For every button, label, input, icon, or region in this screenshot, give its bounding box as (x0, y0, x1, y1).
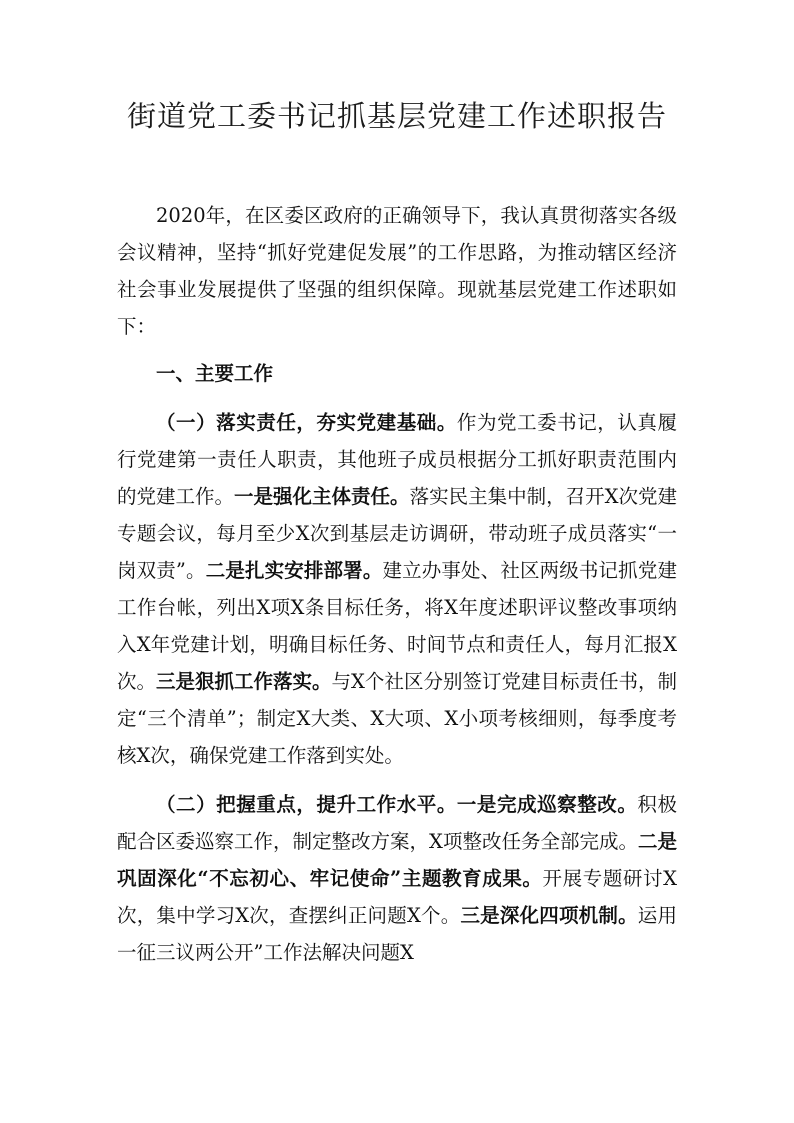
paragraph-lead-heading: （二）把握重点，提升工作水平。 (156, 793, 457, 816)
document-title: 街道党工委书记抓基层党建工作述职报告 (126, 99, 667, 133)
keypoint-heading: 三是深化四项机制。 (460, 904, 638, 927)
paragraph-text: 运用一征三议两公开”工作法解决问题X (117, 904, 677, 964)
paragraph-text: 作为党工委书记，认真履行党建第一责任人职责，其他班子成员根据分工抓好职责范围内的党建工作。 (117, 411, 677, 508)
paragraph-text: 积极配合区委巡察工作，制定整改方案，X项整改任务全部完成。 (117, 793, 677, 853)
paragraph-text: 与X个社区分别签订党建目标责任书，制定“三个清单”；制定X大类、X大项、X小项考核细则，每季度考核X次，确保党建工作落到实处。 (117, 670, 677, 767)
keypoint-heading: 一是强化主体责任。 (234, 485, 410, 508)
keypoint-heading: 三是狠抓工作落实。 (156, 670, 332, 693)
paragraph-text: 开展专题研讨X次，集中学习X次，查摆纠正问题X个。 (117, 867, 678, 927)
paragraph-lead-heading: （一）落实责任，夯实党建基础。 (156, 411, 457, 434)
intro-paragraph: 2020年，在区委区政府的正确领导下，我认真贯彻落实各级会议精神，坚持“抓好党建促发展”的工作思路，为推动辖区经济社会事业发展提供了坚强的组织保障。现就基层党建工作述职如下： (117, 204, 677, 338)
keypoint-heading: 二是扎实安排部署。 (205, 559, 383, 582)
section-heading: 一、主要工作 (156, 362, 274, 385)
paragraph-text: 落实民主集中制，召开X次党建专题会议，每月至少X次到基层走访调研，带动班子成员落实“一岗双责”。 (117, 485, 677, 582)
paragraph-responsibility (117, 404, 677, 774)
keypoint-heading: 一是完成巡察整改。 (456, 793, 638, 816)
keypoint-heading: 二是巩固深化“不忘初心、牢记使命”主题教育成果。 (117, 830, 677, 890)
paragraph-focus (117, 786, 677, 971)
document-body (117, 197, 677, 971)
paragraph-text: 建立办事处、社区两级书记抓党建工作台帐，列出X项X条目标任务，将X年度述职评议整改事项纳入X年党建计划，明确目标任务、时间节点和责任人，每月汇报X次。 (117, 559, 677, 693)
